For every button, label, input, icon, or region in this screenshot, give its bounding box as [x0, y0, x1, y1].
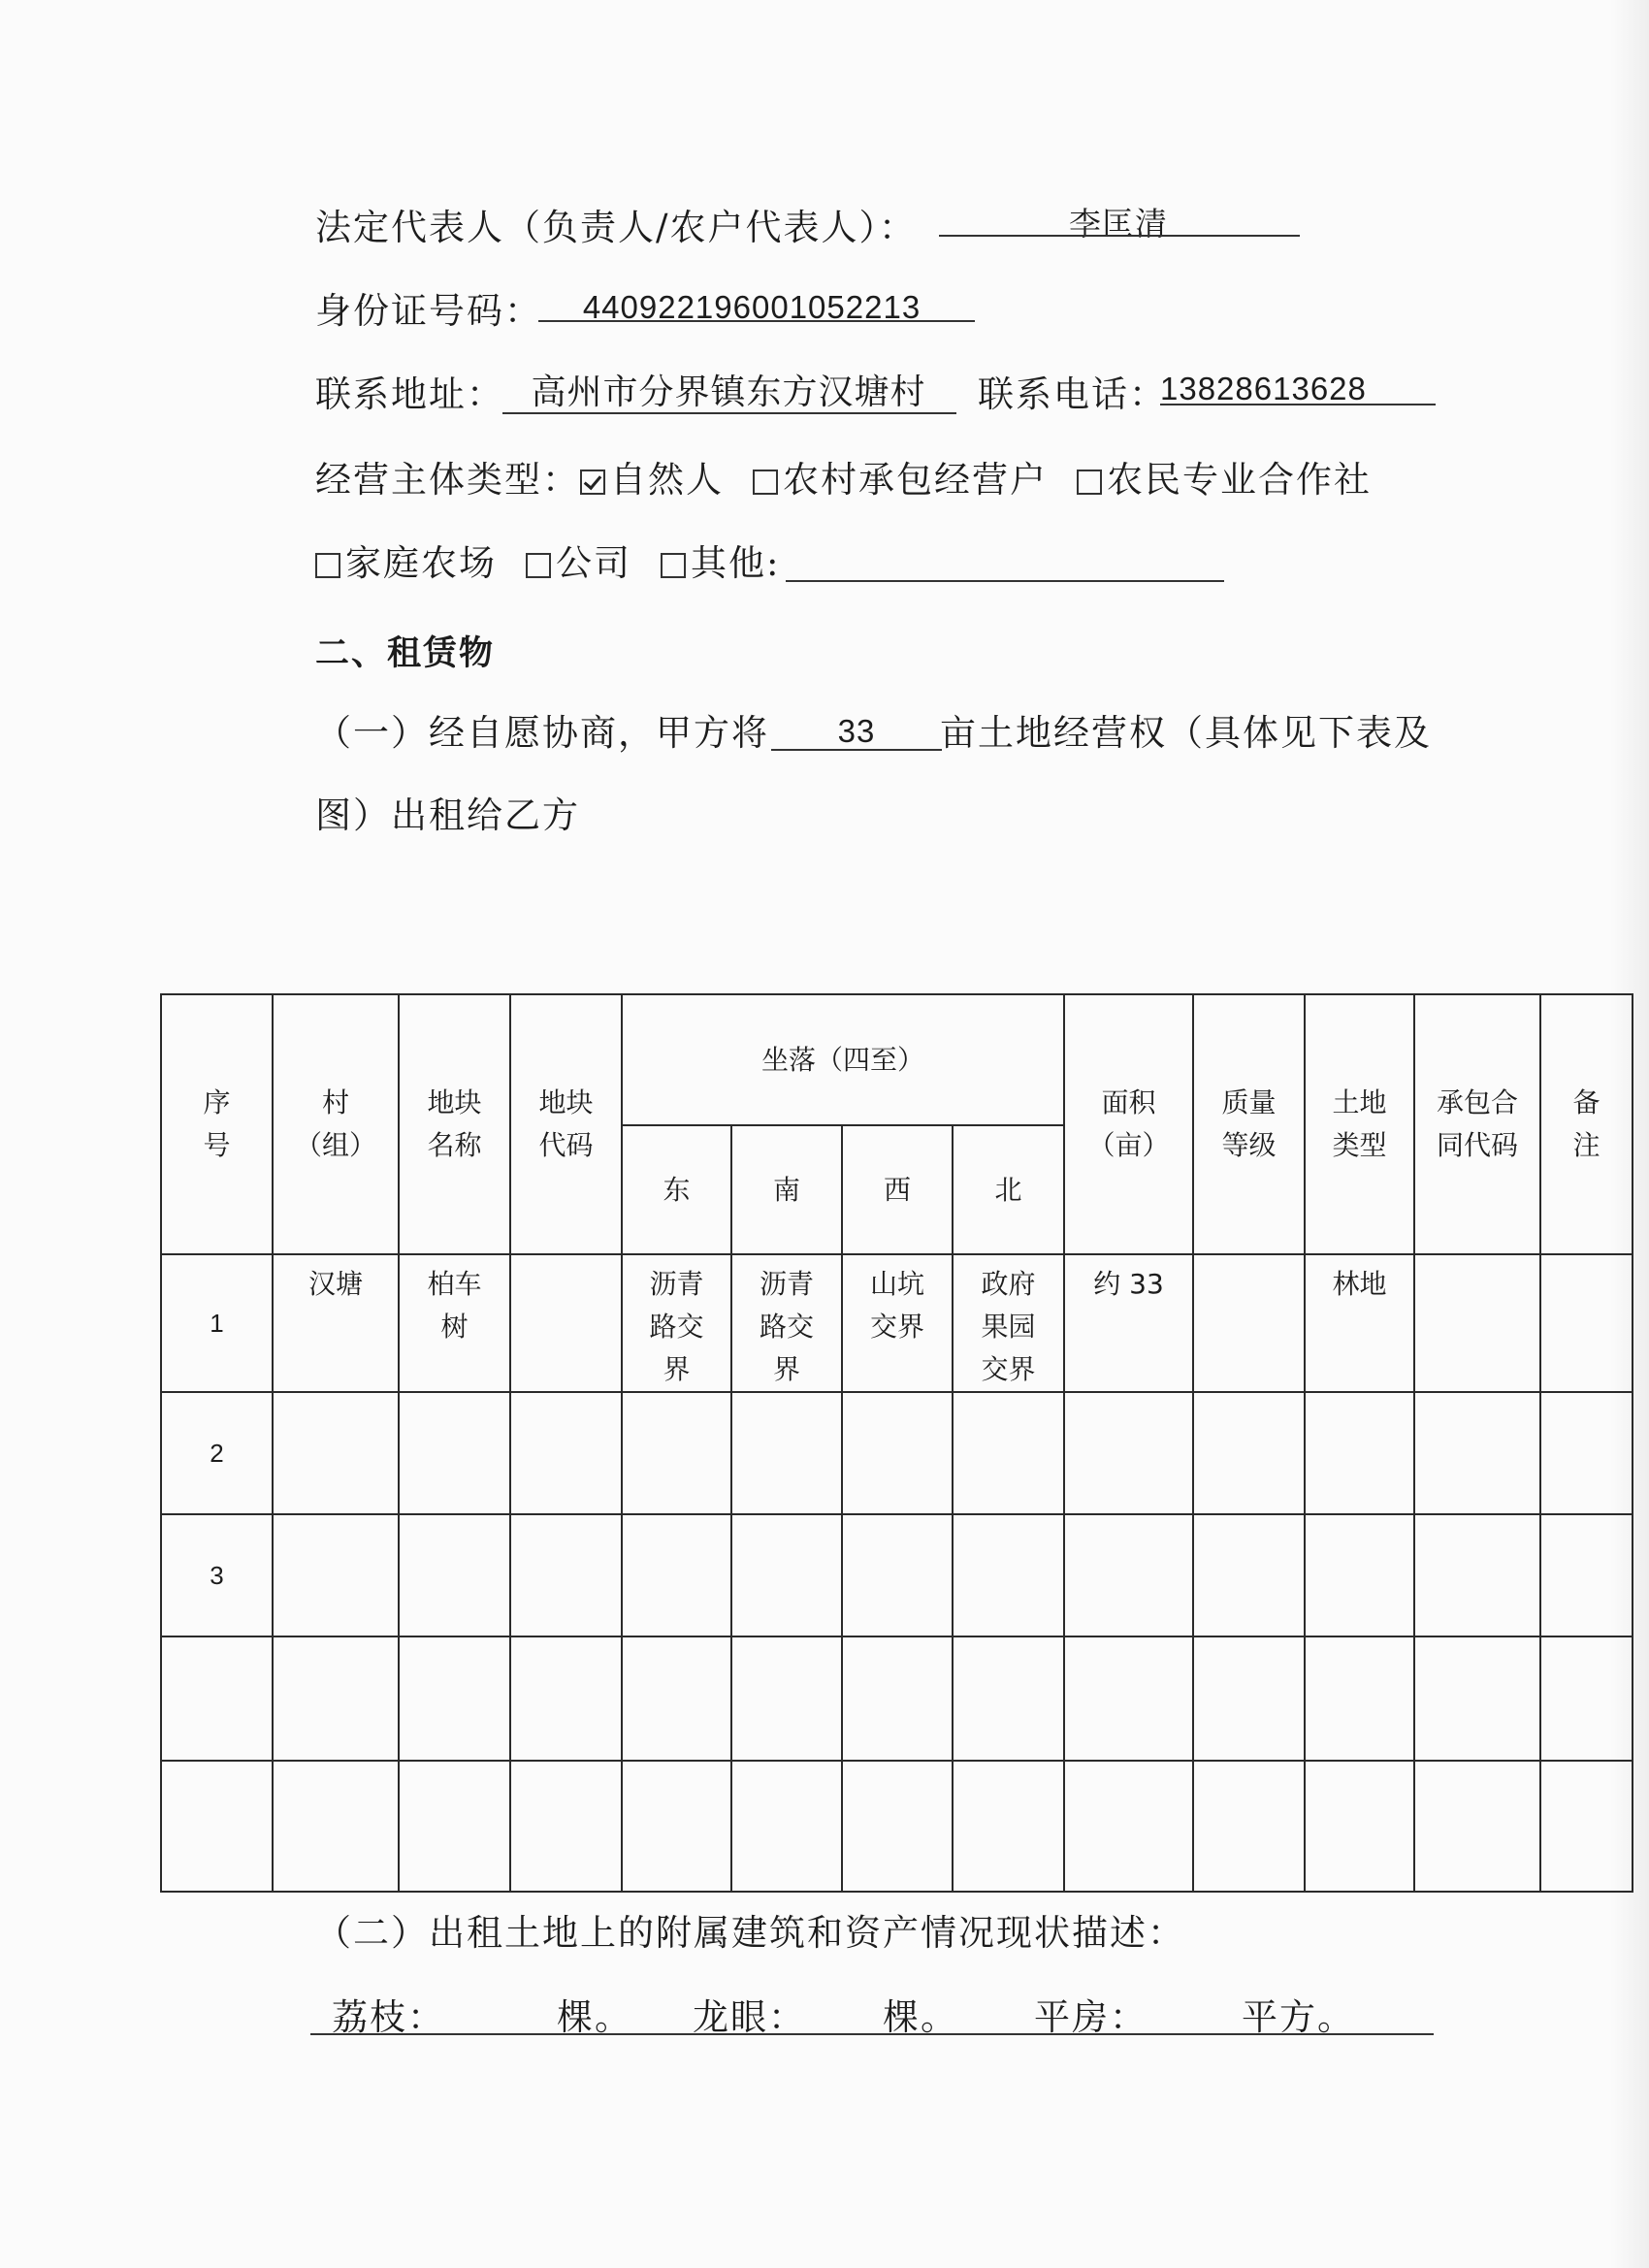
cell-empty	[953, 1514, 1064, 1636]
section-title: 二、租赁物	[315, 634, 496, 673]
cell-area: 约 33	[1064, 1254, 1193, 1392]
cell-empty	[622, 1514, 731, 1636]
checkbox-icon[interactable]	[526, 553, 551, 578]
address-value: 高州市分界镇东方汉塘村	[531, 373, 926, 412]
cell-empty	[510, 1392, 622, 1514]
cell-empty	[1540, 1761, 1633, 1892]
cell-empty	[1193, 1636, 1305, 1761]
checkbox-icon[interactable]	[315, 553, 340, 578]
checkbox-icon[interactable]	[580, 470, 605, 495]
entity-row-1	[315, 459, 1401, 501]
entity-option-cooperative[interactable]: 农民专业合作社	[1077, 459, 1372, 501]
cell-empty	[1540, 1636, 1633, 1761]
lychee-label: 荔枝：	[332, 1996, 445, 2038]
cell-empty	[622, 1761, 731, 1892]
cell-empty	[842, 1761, 953, 1892]
cell-empty	[1064, 1761, 1193, 1892]
entity-option-company[interactable]: 公司	[526, 542, 631, 584]
id-underline	[538, 320, 975, 322]
phone-underline	[1160, 404, 1436, 405]
cell-empty	[1305, 1514, 1414, 1636]
lease-paragraph-line2: 图）出租给乙方	[315, 794, 580, 836]
cell-empty	[273, 1636, 399, 1761]
cell-empty	[399, 1761, 510, 1892]
cell-north: 政府 果园 交界	[953, 1254, 1064, 1392]
entity-option-other[interactable]: 其他:	[661, 542, 780, 584]
cell-empty	[731, 1392, 842, 1514]
header-quality: 质量 等级	[1193, 994, 1305, 1254]
header-east: 东	[622, 1125, 731, 1254]
header-seq: 序 号	[161, 994, 273, 1254]
cell-empty	[399, 1514, 510, 1636]
lychee-unit: 棵。	[557, 1996, 632, 2038]
cell-empty	[510, 1761, 622, 1892]
cell-empty	[1064, 1636, 1193, 1761]
cell-east: 沥青 路交 界	[622, 1254, 731, 1392]
land-table	[160, 993, 1633, 1893]
rep-underline	[939, 235, 1300, 237]
header-west: 西	[842, 1125, 953, 1254]
assets-heading: （二）出租土地上的附属建筑和资产情况现状描述：	[315, 1912, 1185, 1954]
lease-area-value: 33	[837, 713, 876, 749]
cell-land-type: 林地	[1305, 1254, 1414, 1392]
house-label: 平房：	[1034, 1996, 1148, 2038]
phone-label: 联系电话：	[978, 373, 1167, 415]
cell-empty	[273, 1514, 399, 1636]
cell-seq: 3	[161, 1514, 273, 1636]
cell-empty	[399, 1392, 510, 1514]
cell-plot-code	[510, 1254, 622, 1392]
cell-west: 山坑 交界	[842, 1254, 953, 1392]
table-row	[161, 1392, 1633, 1514]
cell-quality	[1193, 1254, 1305, 1392]
cell-plot-name: 柏车 树	[399, 1254, 510, 1392]
lease-suffix: 亩土地经营权（具体见下表及	[940, 712, 1432, 754]
cell-empty	[1193, 1514, 1305, 1636]
address-underline	[502, 412, 956, 414]
cell-empty	[731, 1761, 842, 1892]
longan-label: 龙眼：	[693, 1996, 806, 2038]
cell-seq: 2	[161, 1392, 273, 1514]
cell-empty	[622, 1392, 731, 1514]
cell-empty	[953, 1392, 1064, 1514]
cell-empty	[953, 1636, 1064, 1761]
cell-empty	[953, 1761, 1064, 1892]
table-row	[161, 1761, 1633, 1892]
table-row	[161, 1254, 1633, 1392]
cell-empty	[1414, 1636, 1540, 1761]
cell-empty	[1414, 1514, 1540, 1636]
house-unit: 平方。	[1242, 1996, 1355, 2038]
rep-value: 李匡清	[1069, 206, 1168, 242]
cell-empty	[1193, 1392, 1305, 1514]
address-label: 联系地址：	[315, 373, 504, 415]
cell-empty	[1414, 1392, 1540, 1514]
cell-note	[1540, 1254, 1633, 1392]
id-label: 身份证号码：	[315, 290, 542, 332]
entity-option-family-farm[interactable]: 家庭农场	[315, 542, 497, 584]
entity-option-household[interactable]: 农村承包经营户	[753, 459, 1048, 501]
cell-seq: 1	[161, 1254, 273, 1392]
cell-empty	[1305, 1761, 1414, 1892]
header-location: 坐落（四至）	[622, 994, 1064, 1125]
header-contract-code: 承包合 同代码	[1414, 994, 1540, 1254]
cell-empty	[842, 1392, 953, 1514]
cell-village: 汉塘	[273, 1254, 399, 1392]
cell-contract	[1414, 1254, 1540, 1392]
cell-empty	[399, 1636, 510, 1761]
header-village: 村 （组）	[273, 994, 399, 1254]
rep-label: 法定代表人（负责人/农户代表人）：	[315, 207, 917, 248]
cell-empty	[731, 1514, 842, 1636]
table-row	[161, 1514, 1633, 1636]
checkbox-icon[interactable]	[1077, 470, 1102, 495]
id-value: 440922196001052213	[582, 289, 922, 325]
longan-unit: 棵。	[883, 1996, 958, 2038]
cell-empty	[731, 1636, 842, 1761]
header-north: 北	[953, 1125, 1064, 1254]
cell-empty	[273, 1392, 399, 1514]
cell-seq	[161, 1636, 273, 1761]
cell-empty	[842, 1514, 953, 1636]
cell-empty	[1540, 1392, 1633, 1514]
entity-option-natural-person[interactable]: 自然人	[580, 459, 724, 501]
entity-row-2	[315, 542, 781, 584]
checkbox-icon[interactable]	[661, 553, 686, 578]
other-underline	[786, 580, 1224, 582]
lease-prefix: （一）经自愿协商，甲方将	[315, 712, 769, 754]
cell-empty	[1305, 1392, 1414, 1514]
assets-underline	[310, 2033, 1434, 2035]
header-plot-code: 地块 代码	[510, 994, 622, 1254]
cell-seq	[161, 1761, 273, 1892]
header-plot-name: 地块 名称	[399, 994, 510, 1254]
phone-value: 13828613628	[1160, 371, 1367, 406]
cell-empty	[842, 1636, 953, 1761]
lease-area-underline	[771, 749, 942, 751]
cell-south: 沥青 路交 界	[731, 1254, 842, 1392]
cell-empty	[1414, 1761, 1540, 1892]
cell-empty	[1540, 1514, 1633, 1636]
entity-label: 经营主体类型：	[315, 459, 580, 501]
table-row	[161, 1636, 1633, 1761]
header-area: 面积 （亩）	[1064, 994, 1193, 1254]
cell-empty	[273, 1761, 399, 1892]
cell-empty	[1064, 1392, 1193, 1514]
cell-empty	[1193, 1761, 1305, 1892]
header-note: 备 注	[1540, 994, 1633, 1254]
cell-empty	[622, 1636, 731, 1761]
cell-empty	[1305, 1636, 1414, 1761]
cell-empty	[1064, 1514, 1193, 1636]
checkbox-icon[interactable]	[753, 470, 778, 495]
header-south: 南	[731, 1125, 842, 1254]
header-land-type: 土地 类型	[1305, 994, 1414, 1254]
cell-empty	[510, 1636, 622, 1761]
cell-empty	[510, 1514, 622, 1636]
